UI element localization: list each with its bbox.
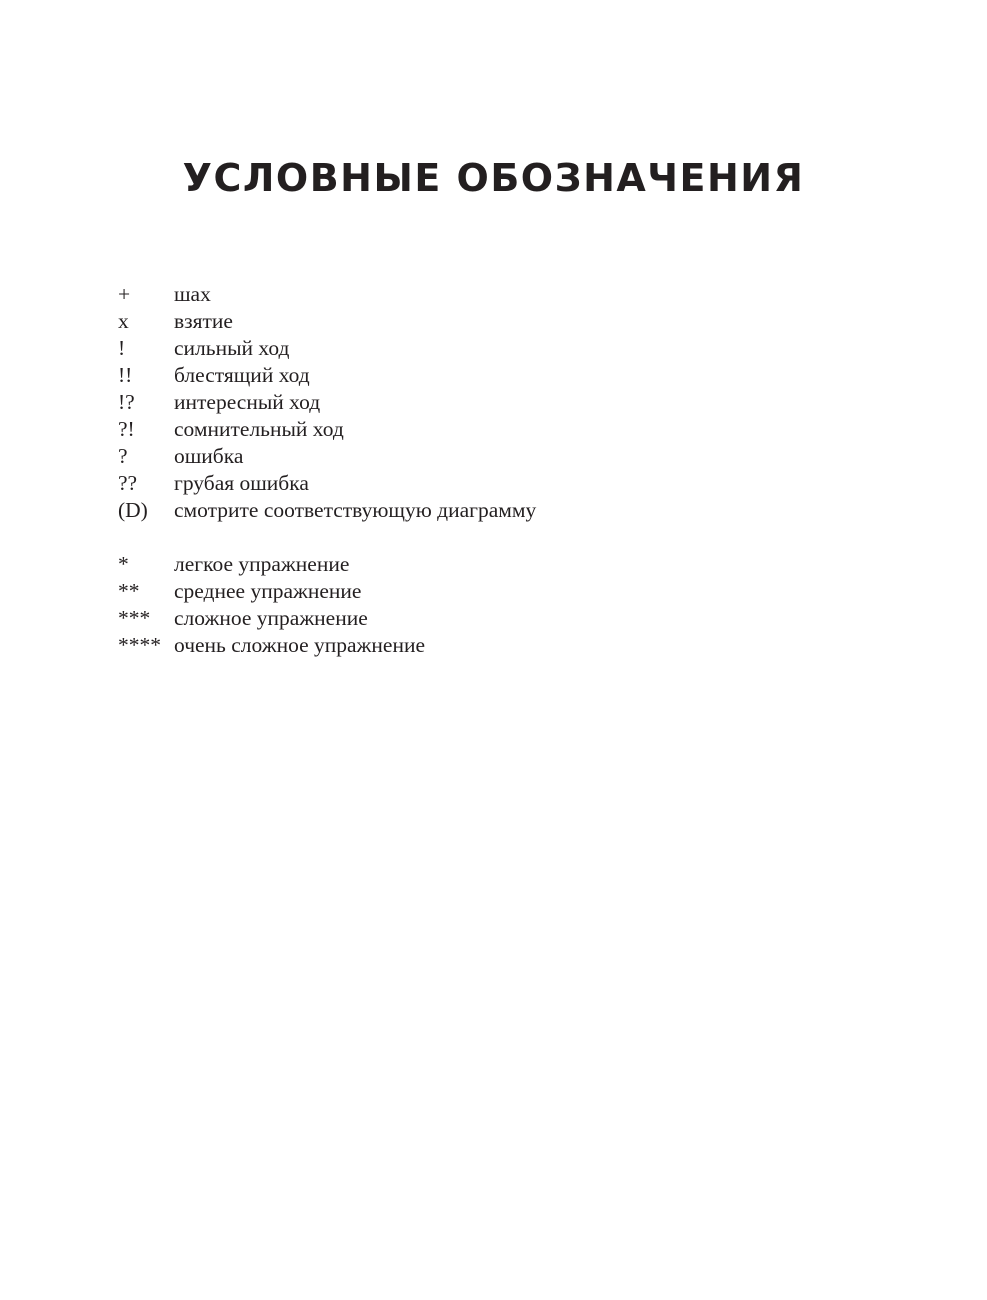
exercise-difficulty-list: [118, 551, 536, 659]
legend-meaning: ошибка: [174, 444, 244, 468]
list-item: [118, 578, 536, 605]
legend-meaning: сомнительный ход: [174, 417, 344, 441]
list-item: [118, 497, 536, 524]
list-item: [118, 308, 536, 335]
legend-symbol: (D): [118, 498, 148, 522]
legend-symbol: *: [118, 552, 129, 576]
list-item: [118, 281, 536, 308]
list-item: [118, 470, 536, 497]
list-item: [118, 362, 536, 389]
legend-meaning: сильный ход: [174, 336, 290, 360]
page-title: УСЛОВНЫЕ ОБОЗНАЧЕНИЯ: [182, 156, 805, 200]
list-item: [118, 335, 536, 362]
legend-symbol: !!: [118, 363, 133, 387]
legend-meaning: интересный ход: [174, 390, 321, 414]
legend-symbol: !: [118, 336, 126, 360]
list-item: [118, 443, 536, 470]
legend-symbol: **: [118, 579, 140, 603]
legend-symbol: ??: [118, 471, 138, 495]
legend-symbol: !?: [118, 390, 135, 414]
legend-symbol: x: [118, 309, 129, 333]
legend-symbol: +: [118, 282, 131, 306]
legend-meaning: легкое упражнение: [174, 552, 350, 576]
list-item: [118, 389, 536, 416]
legend-meaning: взятие: [174, 309, 233, 333]
legend-meaning: грубая ошибка: [174, 471, 309, 495]
list-item: [118, 605, 536, 632]
legend-meaning: блестящий ход: [174, 363, 310, 387]
legend-meaning: смотрите соответствующую диаграмму: [174, 498, 537, 522]
list-item: [118, 632, 536, 659]
legend-symbol: ****: [118, 633, 161, 657]
legend-meaning: шах: [174, 282, 211, 306]
legend-symbol: ?: [118, 444, 128, 468]
legend-meaning: среднее упражнение: [174, 579, 362, 603]
legend-meaning: сложное упражнение: [174, 606, 368, 630]
list-item: [118, 416, 536, 443]
legend-symbol: ***: [118, 606, 151, 630]
list-item: [118, 551, 536, 578]
legend-symbol: ?!: [118, 417, 135, 441]
legend-meaning: очень сложное упражнение: [174, 633, 426, 657]
move-annotations-list: [118, 281, 536, 524]
legend: [118, 281, 536, 659]
